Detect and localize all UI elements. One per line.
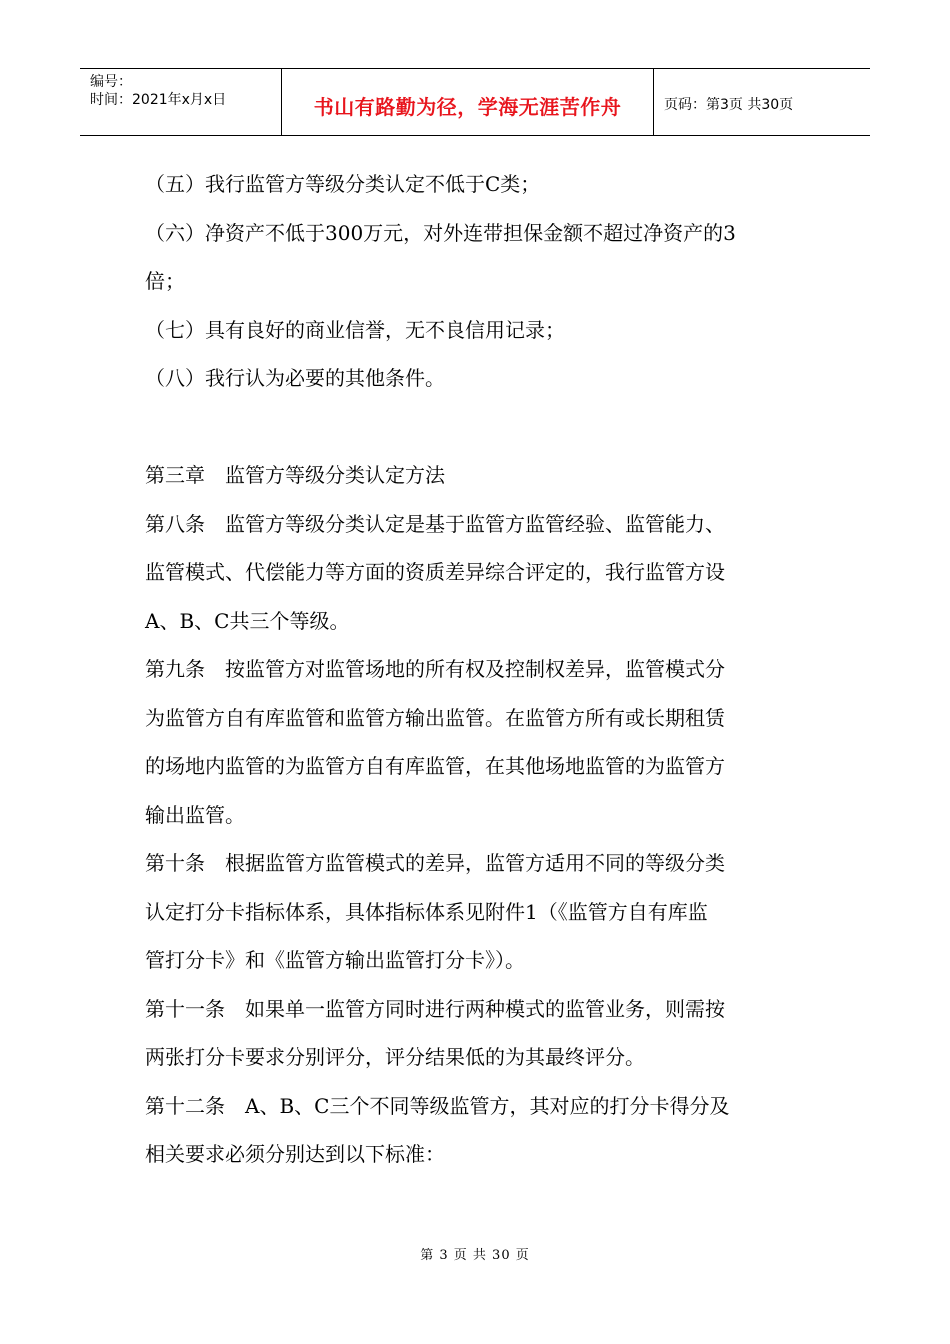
serial-number-label: 编号： [90,74,132,90]
body-line: （六）净资产不低于300万元，对外连带担保金额不超过净资产的3 [145,220,736,245]
page-footer [0,1244,950,1263]
document-header [80,68,870,136]
document-body [145,160,815,1179]
body-line: 第八条 监管方等级分类认定是基于监管方监管经验、监管能力、 [145,511,725,536]
body-line: 管打分卡》和《监管方输出监管打分卡》）。 [145,948,525,972]
body-line: （七）具有良好的商业信誉，无不良信用记录； [145,317,565,342]
body-line: 第十二条 A、B、C三个不同等级监管方，其对应的打分卡得分及 [145,1093,730,1118]
header-meta-cell [80,69,282,135]
header-page-cell [654,69,870,135]
body-line: 两张打分卡要求分别评分，评分结果低的为其最终评分。 [145,1045,645,1069]
blank-line [145,403,815,452]
footer-page-number: 第 3 页 共 30 页 [420,1248,530,1263]
body-line: 认定打分卡指标体系，具体指标体系见附件1（《监管方自有库监 [145,899,708,924]
header-motto-cell [282,69,654,135]
body-line: 第十一条 如果单一监管方同时进行两种模式的监管业务，则需按 [145,996,725,1021]
body-line: 的场地内监管的为监管方自有库监管，在其他场地监管的为监管方 [145,754,725,778]
body-line: 倍； [145,269,185,293]
body-line: 为监管方自有库监管和监管方输出监管。在监管方所有或长期租赁 [145,705,725,730]
body-line: 第十条 根据监管方监管模式的差异，监管方适用不同的等级分类 [145,851,725,875]
date-label: 时间：2021年x月x日 [90,92,227,108]
body-line: A、B、C共三个等级。 [145,608,350,633]
body-line: 监管模式、代偿能力等方面的资质差异综合评定的，我行监管方设 [145,560,725,584]
body-line: 第九条 按监管方对监管场地的所有权及控制权差异，监管模式分 [145,657,725,681]
page-info: 页码：第3页 共30页 [664,97,794,113]
body-line: 输出监管。 [145,802,245,827]
body-line: （五）我行监管方等级分类认定不低于C类； [145,172,541,196]
body-line: （八）我行认为必要的其他条件。 [145,366,445,390]
body-line: 相关要求必须分别达到以下标准： [145,1142,445,1166]
motto-text: 书山有路勤为径，学海无涯苦作舟 [313,94,622,119]
chapter-heading: 第三章 监管方等级分类认定方法 [145,463,445,487]
